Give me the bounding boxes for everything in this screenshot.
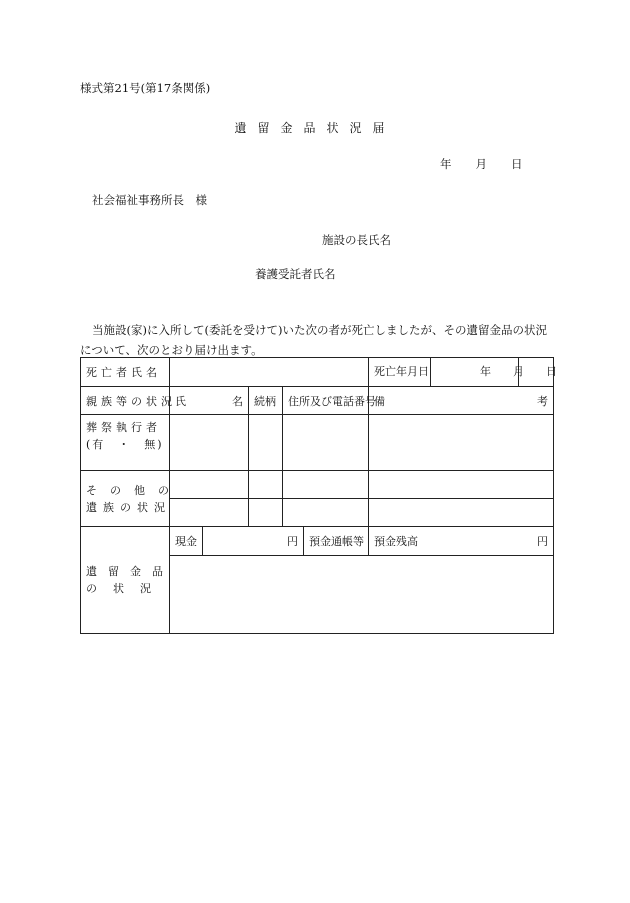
balance-yen-unit: 円 (537, 535, 549, 548)
death-date-label: 死亡年月日 (369, 358, 431, 386)
death-year: 年 (480, 365, 492, 378)
col-relation-header: 続柄 (249, 387, 283, 415)
estate-label-line2: の状況 (86, 582, 167, 595)
funeral-name-field[interactable] (170, 415, 249, 471)
deceased-name-label: 死亡者氏名 (81, 358, 170, 387)
estate-details-field[interactable] (170, 556, 554, 634)
document-title: 遺留金品状況届 (234, 121, 396, 135)
other-address-field-2[interactable] (283, 499, 369, 527)
col-address-header: 住所及び電話番号 (283, 387, 369, 415)
funeral-executor-label (81, 415, 170, 471)
death-day: 日 (546, 365, 558, 378)
estate-label (81, 527, 174, 634)
col-remarks-header (369, 387, 554, 415)
other-relation-field-2[interactable] (249, 499, 283, 527)
col-name-b: 名 (232, 394, 243, 408)
other-relatives-line2: 遺族の状況 (86, 500, 171, 514)
funeral-relation-field[interactable] (249, 415, 283, 471)
death-date-field (369, 358, 558, 387)
deceased-name-field[interactable] (170, 358, 369, 387)
date-month: 月 (475, 157, 487, 171)
cash-label: 現金 (170, 527, 203, 556)
funeral-label-line1: 葬祭執行者 (86, 421, 161, 434)
facility-head-name: 施設の長氏名 (322, 233, 391, 247)
col-remarks-a: 備 (374, 394, 386, 408)
other-relatives-label (81, 471, 182, 527)
funeral-remarks-field[interactable] (369, 415, 554, 471)
date-year: 年 (440, 157, 452, 171)
estate-form-table (80, 357, 558, 634)
col-name-a: 氏 (175, 394, 186, 408)
bankbook-label: 預金通帳等 (304, 527, 369, 556)
other-relation-field-1[interactable] (249, 471, 283, 499)
relatives-label: 親族等の状況 (81, 387, 170, 415)
funeral-address-field[interactable] (283, 415, 369, 471)
other-relatives-line1: その他の (86, 483, 182, 497)
submission-date (440, 156, 523, 172)
funeral-label-line2: (有 ・ 無) (86, 438, 164, 451)
col-remarks-b: 考 (537, 394, 549, 408)
form-number: 様式第21号(第17条関係) (80, 81, 211, 95)
entrusted-person-name: 養護受託者氏名 (255, 267, 336, 281)
balance-field[interactable] (369, 527, 554, 556)
other-remarks-field-1[interactable] (369, 471, 554, 499)
other-address-field-1[interactable] (283, 471, 369, 499)
body-text: 当施設(家)に入所して(委託を受けて)いた次の者が死亡しましたが、その遺留金品の状況について、次のとおり届け出ます。 (80, 323, 547, 357)
col-name-header (170, 387, 249, 415)
death-month: 月 (513, 365, 525, 378)
recipient: 社会福祉事務所長 様 (92, 193, 207, 207)
other-name-field-2[interactable] (170, 499, 249, 527)
estate-label-line1: 遺留金品 (86, 565, 174, 578)
cash-yen-unit: 円 (287, 535, 298, 548)
other-remarks-field-2[interactable] (369, 499, 554, 527)
cash-amount-field[interactable] (203, 527, 304, 556)
date-day: 日 (511, 157, 523, 171)
balance-label: 預金残高 (374, 535, 419, 548)
